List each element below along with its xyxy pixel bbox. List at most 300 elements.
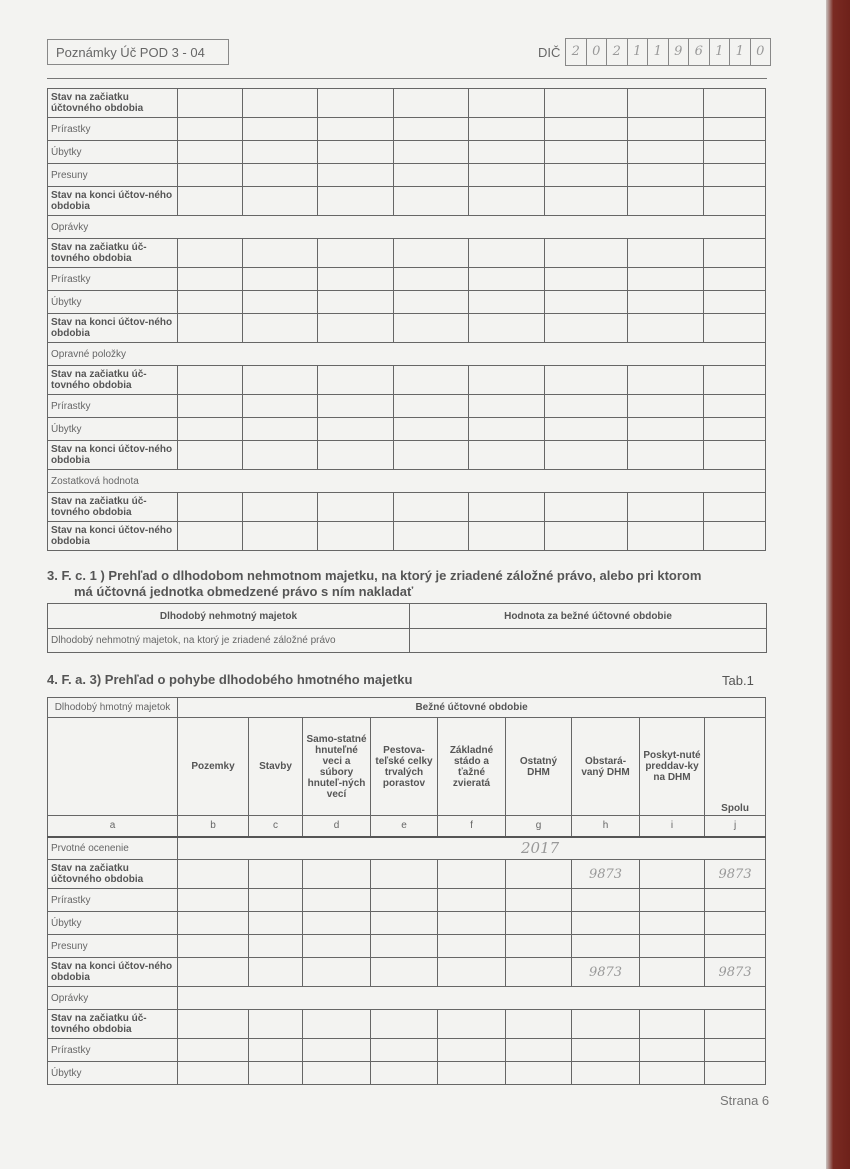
value-cell[interactable] xyxy=(628,141,704,164)
value-cell[interactable] xyxy=(178,395,243,418)
value-cell[interactable] xyxy=(545,291,628,314)
value-cell[interactable] xyxy=(303,1039,371,1062)
value-cell[interactable] xyxy=(628,395,704,418)
value-cell[interactable] xyxy=(705,1039,766,1062)
value-cell[interactable] xyxy=(243,493,318,522)
value-cell[interactable] xyxy=(545,522,628,551)
value-cell[interactable] xyxy=(438,1062,506,1085)
value-cell[interactable] xyxy=(178,314,243,343)
value-cell[interactable] xyxy=(545,118,628,141)
value-cell[interactable] xyxy=(704,493,766,522)
value-cell[interactable] xyxy=(243,118,318,141)
empty-header xyxy=(48,718,178,816)
value-cell[interactable] xyxy=(704,441,766,470)
value-cell[interactable] xyxy=(243,395,318,418)
column-letter: i xyxy=(640,816,705,837)
value-cell[interactable] xyxy=(303,860,371,889)
value-cell[interactable] xyxy=(438,935,506,958)
value-cell[interactable] xyxy=(704,268,766,291)
value-cell[interactable] xyxy=(628,418,704,441)
value-cell[interactable] xyxy=(628,291,704,314)
value-cell[interactable] xyxy=(178,522,243,551)
value-cell[interactable] xyxy=(469,493,545,522)
value-cell[interactable] xyxy=(249,860,303,889)
value-cell[interactable] xyxy=(545,314,628,343)
table-row xyxy=(48,395,766,418)
col-header: Dlhodobý nehmotný majetok xyxy=(48,604,410,629)
value-cell[interactable] xyxy=(469,522,545,551)
value-cell[interactable] xyxy=(704,164,766,187)
row-label: Úbytky xyxy=(48,912,178,935)
value-cell[interactable] xyxy=(506,935,572,958)
value-cell[interactable] xyxy=(469,89,545,118)
value-cell[interactable] xyxy=(704,141,766,164)
value-cell[interactable] xyxy=(394,291,469,314)
dic-digit: 2 xyxy=(606,39,627,65)
value-cell[interactable] xyxy=(469,314,545,343)
column-letter: b xyxy=(178,816,249,837)
row-label: Stav na konci účtov-ného obdobia xyxy=(48,314,178,343)
value-cell[interactable] xyxy=(178,912,249,935)
table-row xyxy=(48,164,766,187)
value-cell[interactable] xyxy=(318,239,394,268)
value-cell[interactable] xyxy=(545,395,628,418)
row-label: Prvotné ocenenie xyxy=(48,837,178,860)
value-cell[interactable] xyxy=(545,239,628,268)
value-cell[interactable] xyxy=(371,935,438,958)
value-cell[interactable] xyxy=(318,366,394,395)
table-row xyxy=(48,418,766,441)
value-cell[interactable] xyxy=(438,958,506,987)
value-cell[interactable] xyxy=(469,441,545,470)
value-cell[interactable] xyxy=(394,239,469,268)
value-cell[interactable] xyxy=(178,1062,249,1085)
value-cell[interactable] xyxy=(394,187,469,216)
value-cell[interactable] xyxy=(438,1010,506,1039)
row-label: Stav na konci účtov-ného obdobia xyxy=(48,441,178,470)
binder-edge xyxy=(826,0,850,1169)
value-cell[interactable] xyxy=(178,291,243,314)
value-cell[interactable] xyxy=(394,441,469,470)
table-number: Tab.1 xyxy=(722,673,754,688)
page-number: Strana 6 xyxy=(720,1093,770,1108)
value-cell[interactable] xyxy=(243,187,318,216)
value-cell[interactable] xyxy=(318,441,394,470)
value-cell[interactable]: 9873 xyxy=(705,958,766,987)
value-cell[interactable] xyxy=(628,89,704,118)
value-cell[interactable] xyxy=(303,1062,371,1085)
value-cell[interactable] xyxy=(705,912,766,935)
value-cell[interactable] xyxy=(178,441,243,470)
value-cell[interactable] xyxy=(704,418,766,441)
value-cell[interactable] xyxy=(318,291,394,314)
table-row xyxy=(48,470,766,493)
value-cell[interactable] xyxy=(178,958,249,987)
value-cell[interactable] xyxy=(469,418,545,441)
table-row xyxy=(48,366,766,395)
column-letter: j xyxy=(705,816,766,837)
form-label: Poznámky Úč POD 3 - 04 xyxy=(56,45,205,60)
column-letter: d xyxy=(303,816,371,837)
value-cell[interactable] xyxy=(303,1010,371,1039)
value-cell[interactable] xyxy=(572,1062,640,1085)
value-cell[interactable] xyxy=(704,187,766,216)
value-cell[interactable] xyxy=(178,1010,249,1039)
value-cell[interactable] xyxy=(545,441,628,470)
corner-header: Dlhodobý hmotný majetok xyxy=(48,698,178,718)
value-cell[interactable] xyxy=(628,164,704,187)
column-header: Spolu xyxy=(705,718,766,816)
dic-boxes xyxy=(565,38,771,66)
value-cell[interactable] xyxy=(410,629,767,653)
row-label: Oprávky xyxy=(48,987,178,1010)
row-label: Opravné položky xyxy=(48,343,766,366)
column-header: Základné stádo a ťažné zvieratá xyxy=(438,718,506,816)
value-cell[interactable] xyxy=(640,860,705,889)
value-cell[interactable] xyxy=(469,395,545,418)
value-cell[interactable] xyxy=(545,493,628,522)
value-cell[interactable] xyxy=(545,141,628,164)
value-cell[interactable] xyxy=(318,187,394,216)
column-letter: c xyxy=(249,816,303,837)
dic-digit: 1 xyxy=(729,39,750,65)
value-cell[interactable] xyxy=(469,141,545,164)
row-label: Stav na začiatku účtovného obdobia xyxy=(48,860,178,889)
value-cell[interactable]: 9873 xyxy=(572,958,640,987)
form-label-box xyxy=(47,39,229,65)
value-cell[interactable] xyxy=(572,889,640,912)
value-cell[interactable] xyxy=(303,889,371,912)
row-label: Stav na začiatku úč-tovného obdobia xyxy=(48,1010,178,1039)
value-cell[interactable] xyxy=(318,141,394,164)
value-cell[interactable] xyxy=(704,118,766,141)
value-cell[interactable] xyxy=(371,1010,438,1039)
value-cell[interactable] xyxy=(704,291,766,314)
value-cell[interactable] xyxy=(178,889,249,912)
section4-title: 4. F. a. 3) Prehľad o pohybe dlhodobého hmotného majetku xyxy=(47,672,413,687)
value-cell[interactable] xyxy=(371,912,438,935)
value-cell[interactable] xyxy=(469,164,545,187)
value-cell[interactable] xyxy=(318,268,394,291)
value-cell[interactable] xyxy=(243,314,318,343)
value-cell[interactable] xyxy=(394,493,469,522)
value-cell[interactable]: 9873 xyxy=(572,860,640,889)
table-row xyxy=(48,314,766,343)
value-cell[interactable] xyxy=(628,366,704,395)
value-cell[interactable] xyxy=(506,1039,572,1062)
value-cell[interactable] xyxy=(640,935,705,958)
value-cell[interactable] xyxy=(705,935,766,958)
value-cell[interactable] xyxy=(640,912,705,935)
column-header: Poskyt-nuté preddav-ky na DHM xyxy=(640,718,705,816)
table-row xyxy=(48,912,766,935)
value-cell[interactable] xyxy=(628,522,704,551)
table-row xyxy=(48,343,766,366)
value-cell[interactable] xyxy=(243,239,318,268)
table-row xyxy=(48,1062,766,1085)
value-cell[interactable] xyxy=(249,1010,303,1039)
row-label: Úbytky xyxy=(48,1062,178,1085)
table-row xyxy=(48,268,766,291)
value-cell[interactable] xyxy=(545,89,628,118)
table-row xyxy=(48,441,766,470)
span-cell xyxy=(178,987,766,1010)
span-cell xyxy=(178,837,766,860)
value-cell[interactable] xyxy=(394,522,469,551)
row-label: Stav na začiatku úč-tovného obdobia xyxy=(48,366,178,395)
period-header: Bežné účtovné obdobie xyxy=(178,698,766,718)
value-cell[interactable] xyxy=(628,239,704,268)
dic-digit: 6 xyxy=(688,39,709,65)
value-cell[interactable] xyxy=(438,889,506,912)
row-label: Stav na konci účtov-ného obdobia xyxy=(48,522,178,551)
row-label: Prírastky xyxy=(48,395,178,418)
row-label: Stav na začiatku úč-tovného obdobia xyxy=(48,493,178,522)
value-cell[interactable] xyxy=(178,366,243,395)
value-cell[interactable] xyxy=(371,1039,438,1062)
value-cell[interactable] xyxy=(545,366,628,395)
table-row xyxy=(48,837,766,860)
value-cell[interactable] xyxy=(249,1039,303,1062)
value-cell[interactable] xyxy=(249,935,303,958)
table-row xyxy=(48,118,766,141)
column-letter: a xyxy=(48,816,178,837)
value-cell[interactable] xyxy=(628,118,704,141)
value-cell[interactable] xyxy=(704,314,766,343)
table-row xyxy=(48,1010,766,1039)
value-cell[interactable] xyxy=(371,1062,438,1085)
table-row xyxy=(48,187,766,216)
value-cell[interactable] xyxy=(318,164,394,187)
column-header: Obstará-vaný DHM xyxy=(572,718,640,816)
row-label: Zostatková hodnota xyxy=(48,470,766,493)
value-cell[interactable] xyxy=(318,118,394,141)
value-cell[interactable] xyxy=(249,912,303,935)
value-cell[interactable] xyxy=(243,141,318,164)
row-label: Stav na začiatku účtovného obdobia xyxy=(48,89,178,118)
handwritten-year: 2017 xyxy=(521,838,560,857)
value-cell[interactable] xyxy=(469,291,545,314)
dic-digit: 1 xyxy=(709,39,730,65)
value-cell[interactable] xyxy=(506,1010,572,1039)
value-cell[interactable] xyxy=(318,493,394,522)
row-label: Presuny xyxy=(48,935,178,958)
value-cell[interactable] xyxy=(371,958,438,987)
dic-digit: 0 xyxy=(586,39,607,65)
row-label: Presuny xyxy=(48,164,178,187)
value-cell[interactable] xyxy=(469,366,545,395)
value-cell[interactable] xyxy=(705,1062,766,1085)
table-row xyxy=(48,239,766,268)
value-cell[interactable] xyxy=(178,418,243,441)
value-cell[interactable] xyxy=(178,860,249,889)
table-row xyxy=(48,889,766,912)
table-row xyxy=(48,935,766,958)
value-cell[interactable] xyxy=(178,935,249,958)
value-cell[interactable] xyxy=(704,395,766,418)
value-cell[interactable] xyxy=(506,1062,572,1085)
value-cell[interactable] xyxy=(506,912,572,935)
value-cell[interactable] xyxy=(178,141,243,164)
value-cell[interactable] xyxy=(318,395,394,418)
dic-digit: 9 xyxy=(668,39,689,65)
value-cell[interactable] xyxy=(704,522,766,551)
column-letter: f xyxy=(438,816,506,837)
value-cell[interactable] xyxy=(572,935,640,958)
row-label: Stav na konci účtov-ného obdobia xyxy=(48,958,178,987)
value-cell[interactable] xyxy=(640,889,705,912)
row-label: Prírastky xyxy=(48,118,178,141)
table-row xyxy=(48,522,766,551)
value-cell[interactable] xyxy=(318,522,394,551)
dic-label: DIČ xyxy=(538,45,561,60)
table-row xyxy=(48,493,766,522)
value-cell[interactable] xyxy=(572,1010,640,1039)
value-cell[interactable] xyxy=(243,522,318,551)
value-cell[interactable] xyxy=(394,89,469,118)
value-cell[interactable] xyxy=(303,958,371,987)
value-cell[interactable] xyxy=(394,164,469,187)
header-divider xyxy=(47,78,767,79)
value-cell[interactable] xyxy=(394,395,469,418)
value-cell[interactable] xyxy=(249,889,303,912)
value-cell[interactable] xyxy=(394,314,469,343)
value-cell[interactable] xyxy=(394,141,469,164)
value-cell[interactable] xyxy=(438,1039,506,1062)
column-header: Pestova-teľské celky trvalých porastov xyxy=(371,718,438,816)
value-cell[interactable] xyxy=(178,118,243,141)
value-cell[interactable] xyxy=(243,268,318,291)
table-row xyxy=(48,291,766,314)
value-cell[interactable] xyxy=(178,493,243,522)
column-letter: e xyxy=(371,816,438,837)
value-cell[interactable] xyxy=(705,889,766,912)
value-cell[interactable] xyxy=(545,187,628,216)
dic-digit: 0 xyxy=(750,39,771,65)
value-cell[interactable] xyxy=(628,268,704,291)
value-cell[interactable] xyxy=(371,889,438,912)
value-cell[interactable] xyxy=(469,187,545,216)
value-cell[interactable] xyxy=(303,935,371,958)
value-cell[interactable] xyxy=(506,860,572,889)
value-cell[interactable] xyxy=(705,1010,766,1039)
row-label: Prírastky xyxy=(48,268,178,291)
value-cell[interactable] xyxy=(506,889,572,912)
row-label: Úbytky xyxy=(48,141,178,164)
value-cell[interactable] xyxy=(243,164,318,187)
table-row xyxy=(48,216,766,239)
value-cell[interactable] xyxy=(371,860,438,889)
value-cell[interactable] xyxy=(394,366,469,395)
value-cell[interactable] xyxy=(640,1062,705,1085)
column-header: Pozemky xyxy=(178,718,249,816)
dic-digit: 1 xyxy=(647,39,668,65)
value-cell[interactable] xyxy=(572,1039,640,1062)
value-cell[interactable] xyxy=(318,314,394,343)
value-cell[interactable] xyxy=(545,164,628,187)
value-cell[interactable] xyxy=(178,1039,249,1062)
tangible-asset-table xyxy=(47,697,766,1085)
row-label: Oprávky xyxy=(48,216,766,239)
value-cell[interactable]: 9873 xyxy=(705,860,766,889)
row-label: Prírastky xyxy=(48,889,178,912)
value-cell[interactable] xyxy=(704,89,766,118)
value-cell[interactable] xyxy=(506,958,572,987)
value-cell[interactable] xyxy=(249,1062,303,1085)
col-header: Hodnota za bežné účtovné obdobie xyxy=(410,604,767,629)
table-row xyxy=(48,1039,766,1062)
row-label: Dlhodobý nehmotný majetok, na ktorý je zriadené záložné právo xyxy=(48,629,410,653)
value-cell[interactable] xyxy=(178,268,243,291)
column-letter: h xyxy=(572,816,640,837)
value-cell[interactable] xyxy=(640,1010,705,1039)
table-row xyxy=(48,958,766,987)
value-cell[interactable] xyxy=(394,268,469,291)
value-cell[interactable] xyxy=(628,441,704,470)
column-header: Samo-statné hnuteľné veci a súbory hnuteľ-ných vecí xyxy=(303,718,371,816)
section3-title-line2: má účtovná jednotka obmedzené právo s ním nakladať xyxy=(74,584,414,599)
value-cell[interactable] xyxy=(243,366,318,395)
value-cell[interactable] xyxy=(178,239,243,268)
row-label: Úbytky xyxy=(48,418,178,441)
value-cell[interactable] xyxy=(628,493,704,522)
table-row xyxy=(48,141,766,164)
value-cell[interactable] xyxy=(178,187,243,216)
value-cell[interactable] xyxy=(545,418,628,441)
table-row xyxy=(48,987,766,1010)
value-cell[interactable] xyxy=(178,89,243,118)
row-label: Úbytky xyxy=(48,291,178,314)
value-cell[interactable] xyxy=(318,89,394,118)
value-cell[interactable] xyxy=(704,239,766,268)
value-cell[interactable] xyxy=(178,164,243,187)
value-cell[interactable] xyxy=(249,958,303,987)
value-cell[interactable] xyxy=(704,366,766,395)
row-label: Stav na začiatku úč-tovného obdobia xyxy=(48,239,178,268)
dic-digit: 2 xyxy=(571,44,580,59)
row-label: Prírastky xyxy=(48,1039,178,1062)
table-row xyxy=(48,89,766,118)
column-letter: g xyxy=(506,816,572,837)
value-cell[interactable] xyxy=(243,89,318,118)
value-cell[interactable] xyxy=(628,187,704,216)
section3-title: 3. F. c. 1 ) Prehľad o dlhodobom nehmotnom majetku, na ktorý je zriadené záložné právo, alebo pri ktorom xyxy=(47,568,702,583)
value-cell[interactable] xyxy=(438,912,506,935)
value-cell[interactable] xyxy=(640,1039,705,1062)
value-cell[interactable] xyxy=(640,958,705,987)
value-cell[interactable] xyxy=(545,268,628,291)
row-label: Stav na konci účtov-ného obdobia xyxy=(48,187,178,216)
value-cell[interactable] xyxy=(243,418,318,441)
value-cell[interactable] xyxy=(318,418,394,441)
value-cell[interactable] xyxy=(394,118,469,141)
value-cell[interactable] xyxy=(469,239,545,268)
value-cell[interactable] xyxy=(243,441,318,470)
value-cell[interactable] xyxy=(572,912,640,935)
column-header: Stavby xyxy=(249,718,303,816)
value-cell[interactable] xyxy=(438,860,506,889)
value-cell[interactable] xyxy=(394,418,469,441)
column-header: Ostatný DHM xyxy=(506,718,572,816)
value-cell[interactable] xyxy=(469,268,545,291)
value-cell[interactable] xyxy=(303,912,371,935)
value-cell[interactable] xyxy=(469,118,545,141)
table-row xyxy=(48,860,766,889)
dic-digit: 1 xyxy=(627,39,648,65)
pledged-intangible-table xyxy=(47,603,767,653)
value-cell[interactable] xyxy=(628,314,704,343)
value-cell[interactable] xyxy=(243,291,318,314)
